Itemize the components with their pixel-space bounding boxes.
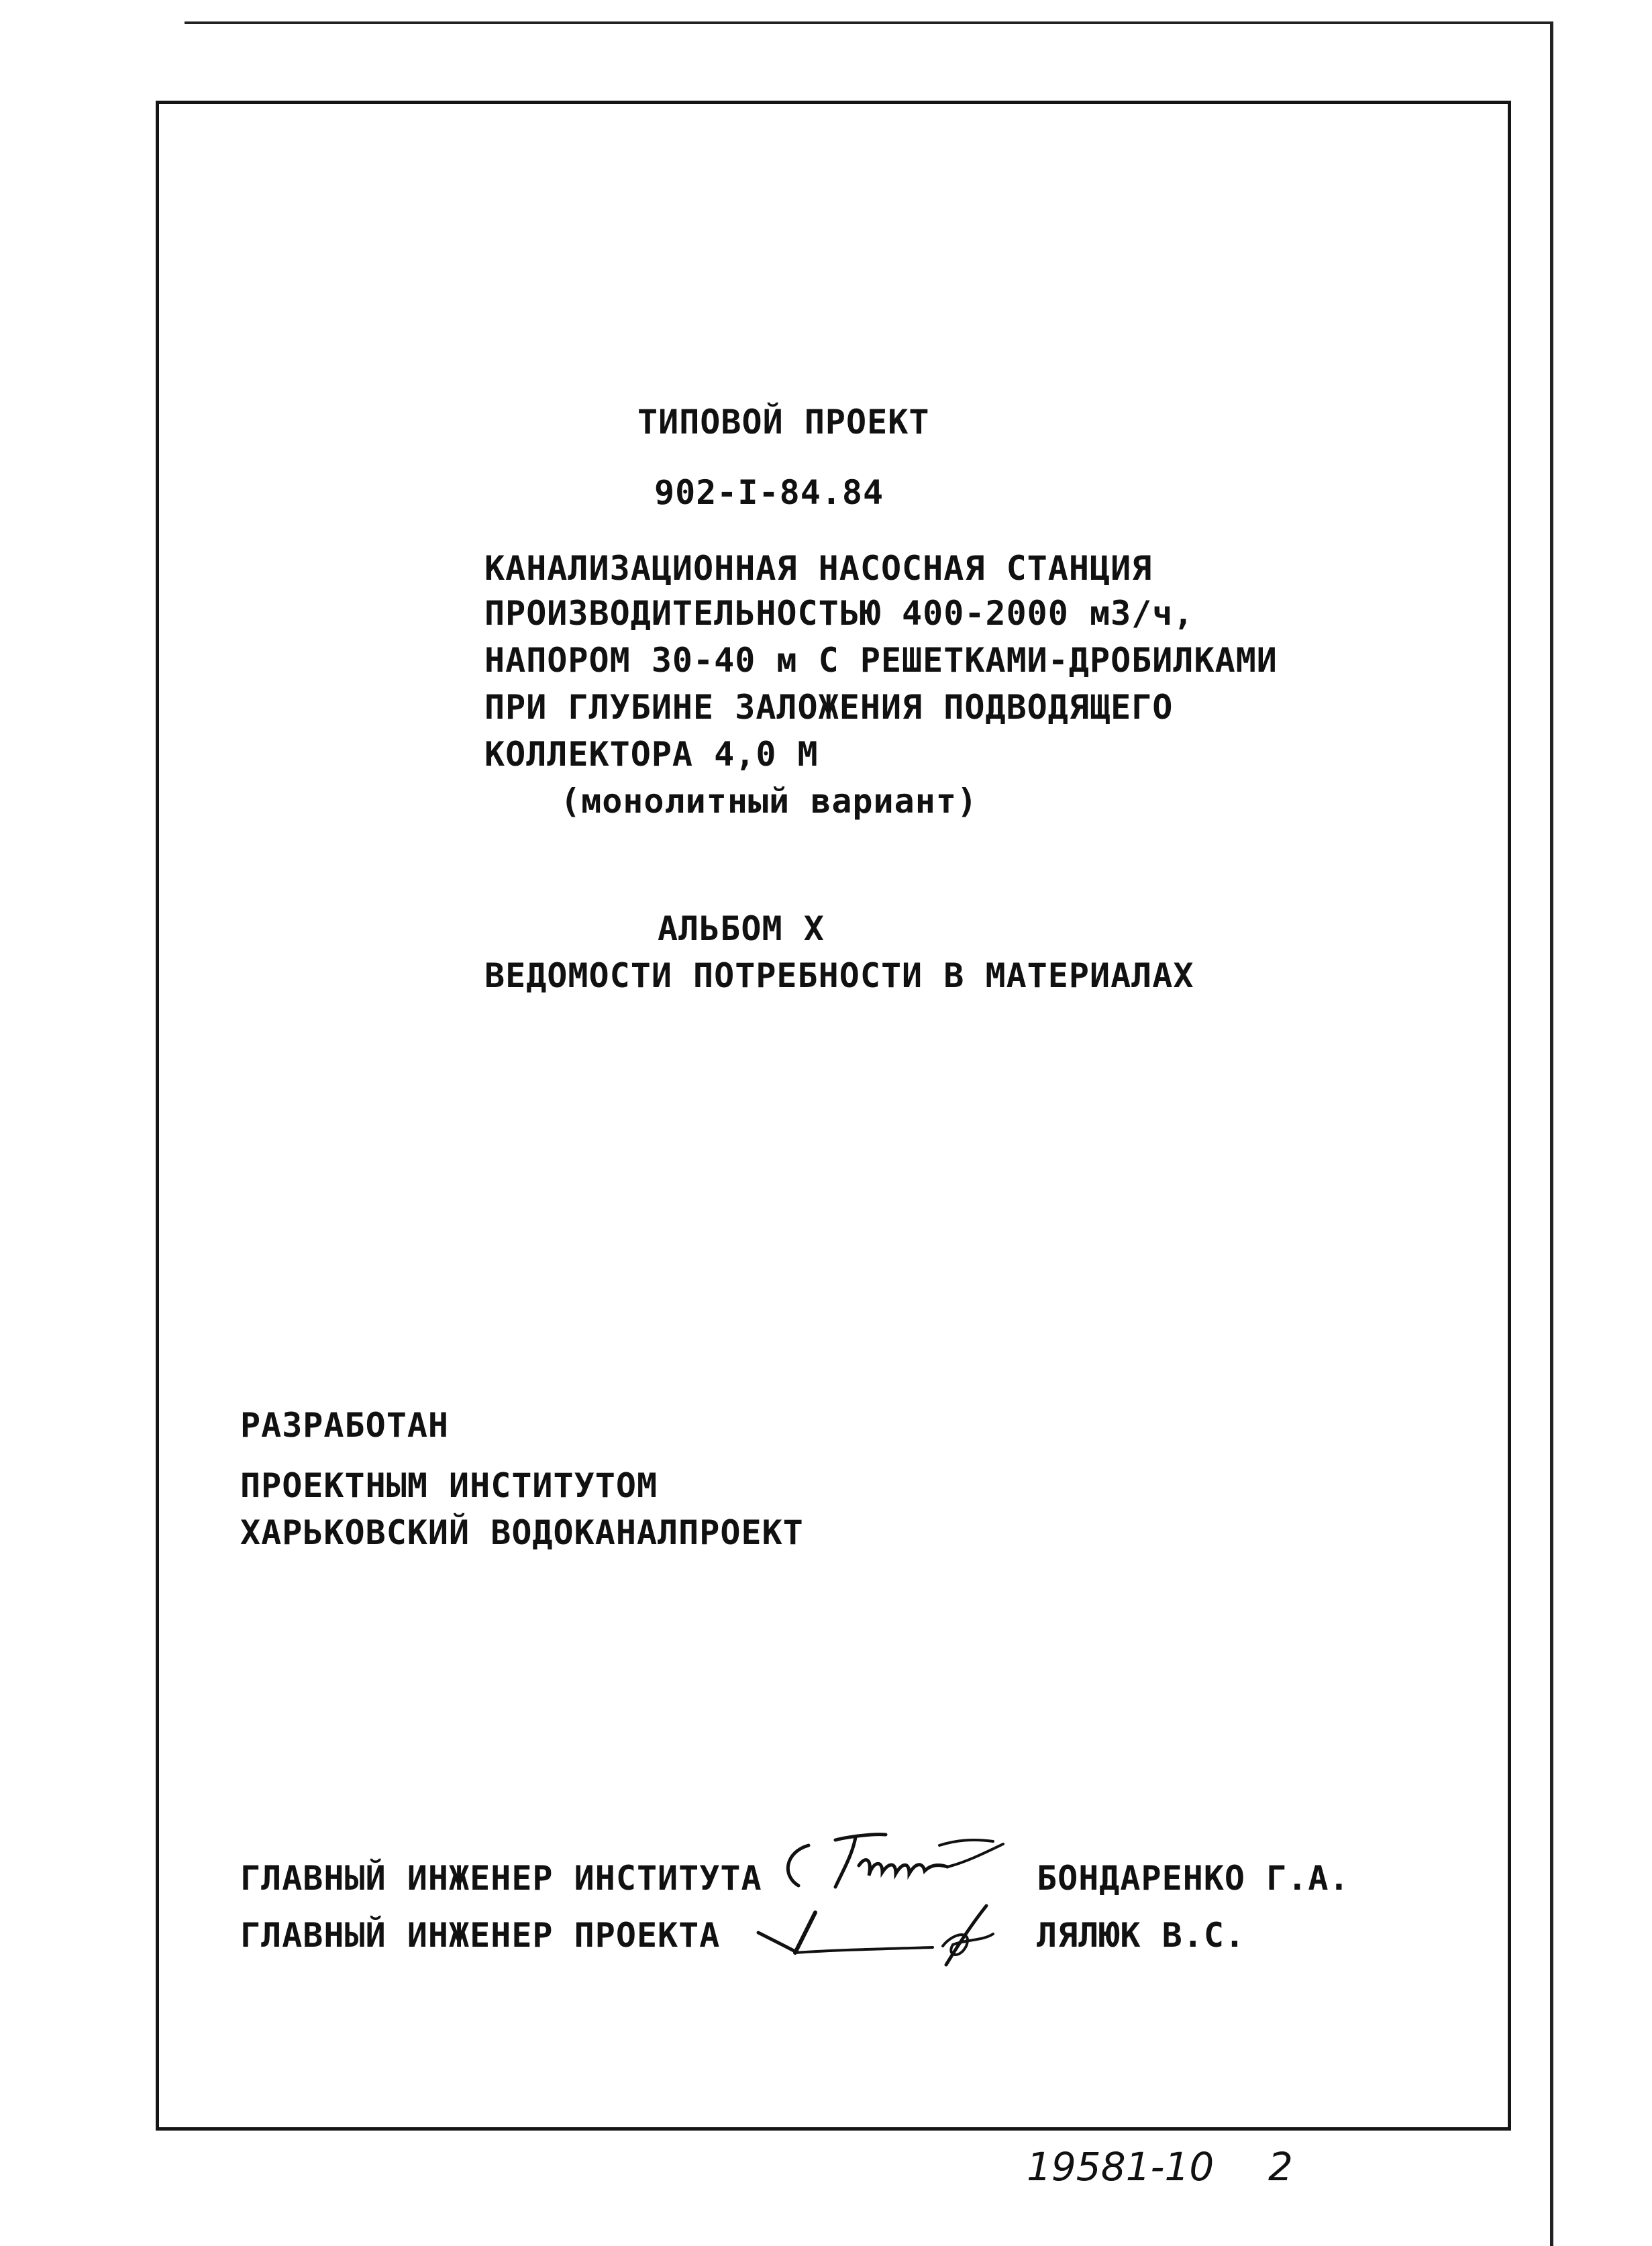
description-line-5: КОЛЛЕКТОРА 4,0 М bbox=[484, 735, 819, 774]
signature-name-1: БОНДАРЕНКО Г.А. bbox=[1037, 1859, 1350, 1898]
description-line-2: ПРОИЗВОДИТЕЛЬНОСТЬЮ 400-2000 м3/ч, bbox=[484, 594, 1194, 633]
project-type-label: ТИПОВОЙ ПРОЕКТ bbox=[637, 403, 930, 442]
album-label: АЛЬБОМ X bbox=[658, 909, 825, 948]
signature-role-1: ГЛАВНЫЙ ИНЖЕНЕР ИНСТИТУТА bbox=[240, 1859, 762, 1898]
description-line-3: НАПОРОМ 30-40 м С РЕШЕТКАМИ-ДРОБИЛКАМИ bbox=[484, 641, 1278, 680]
scan-edge-top bbox=[185, 21, 1553, 24]
scan-edge-right bbox=[1550, 21, 1553, 2246]
project-number: 902-I-84.84 bbox=[654, 473, 884, 512]
developer-line-1: ПРОЕКТНЫМ ИНСТИТУТОМ bbox=[240, 1466, 658, 1505]
handwritten-signature-1 bbox=[772, 1825, 1040, 1899]
album-title: ВЕДОМОСТИ ПОТРЕБНОСТИ В МАТЕРИАЛАХ bbox=[484, 956, 1194, 995]
description-line-1: КАНАЛИЗАЦИОННАЯ НАСОСНАЯ СТАНЦИЯ bbox=[484, 549, 1153, 588]
footer-document-number: 19581-10 bbox=[1027, 2144, 1215, 2190]
description-line-4: ПРИ ГЛУБИНЕ ЗАЛОЖЕНИЯ ПОДВОДЯЩЕГО bbox=[484, 688, 1174, 727]
signature-role-2: ГЛАВНЫЙ ИНЖЕНЕР ПРОЕКТА bbox=[240, 1916, 721, 1955]
developer-heading: РАЗРАБОТАН bbox=[240, 1406, 450, 1445]
footer-page-number: 2 bbox=[1268, 2144, 1293, 2190]
handwritten-signature-2 bbox=[752, 1892, 1033, 1973]
developer-line-2: ХАРЬКОВСКИЙ ВОДОКАНАЛПРОЕКТ bbox=[240, 1513, 804, 1552]
variant-label: (монолитный вариант) bbox=[560, 782, 978, 821]
signature-name-2: ЛЯЛЮК В.С. bbox=[1037, 1916, 1246, 1955]
